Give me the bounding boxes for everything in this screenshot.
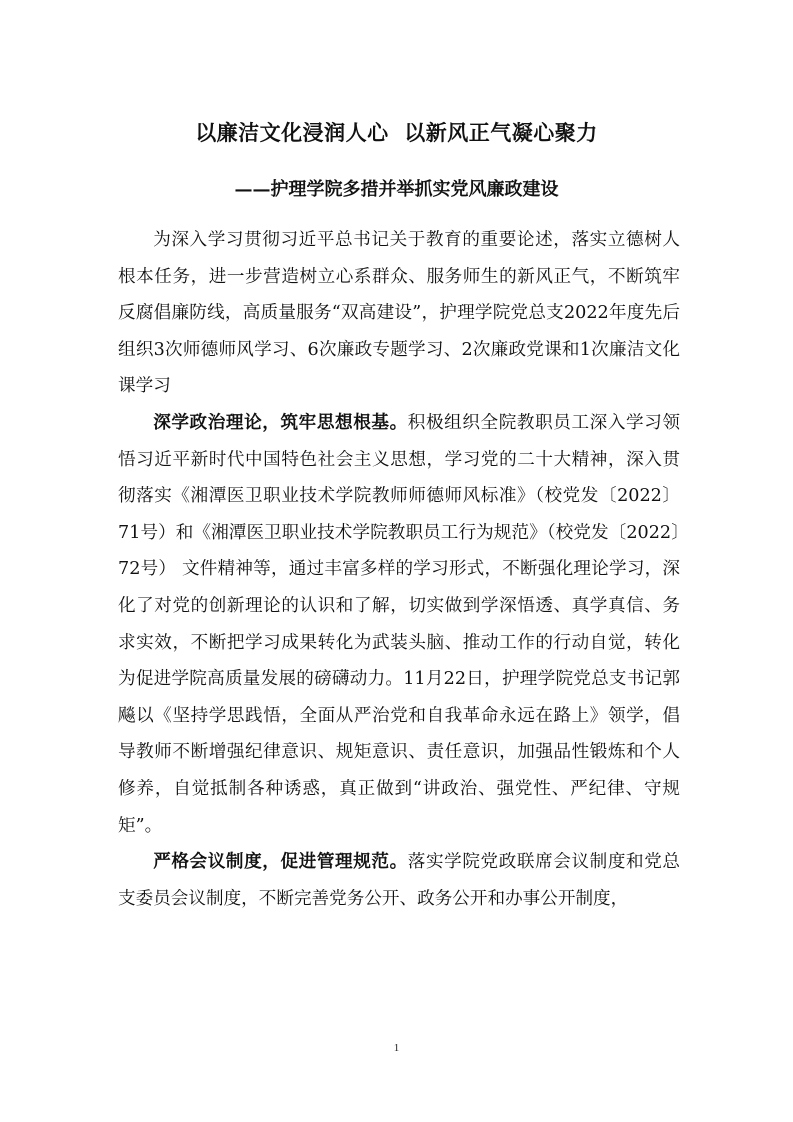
paragraph-text: 落实学院党政联席会议制度和党总支委员会议制度，不断完善党务公开、政务公开和办事公开制度， [118, 852, 680, 909]
paragraph-intro [118, 222, 680, 405]
paragraph-text: 积极组织全院教职员工深入学习领悟习近平新时代中国特色社会主义思想，学习党的二十大精神，深入贯彻落实《湘潭医卫职业技术学院教师师德师风标准》（校党发〔2022〕71号）和《湘潭医卫职业技术学院教职员工行为规范》（校党发〔2022〕72号） 文件精神等，通过丰富多样的学习形式，不断强化理论学习，深化了对党的创新理论的认识和了解，切实做到学深悟透、真学真信、务求实效，不断把学习成果转化为武装头脑、推动工作的行动自觉，转化为促进学院高质量发展的磅礴动力。11月22日，护理学院党总支书记郭飚以《坚持学思践悟，全面从严治党和自我革命永远在路上》领学，倡导教师不断增强纪律意识、规矩意识、责任意识，加强品性锻炼和个人修养，自觉抵制各种诱惑，真正做到“讲政治、强党性、严纪律、守规矩”。 [118, 412, 680, 836]
document-title: 以廉洁文化浸润人心 以新风正气凝心聚力 [195, 120, 598, 145]
page-number: 1 [393, 1042, 400, 1054]
paragraph-lead: 严格会议制度，促进管理规范。 [153, 852, 408, 873]
paragraph-text: 为深入学习贯彻习近平总书记关于教育的重要论述，落实立德树人根本任务，进一步营造树立心系群众、服务师生的新风正气，不断筑牢反腐倡廉防线，高质量服务“双高建设”，护理学院党总支2022年度先后组织3次师德师风学习、6次廉政专题学习、2次廉政党课和1次廉洁文化课学习 [118, 230, 680, 397]
paragraph-meeting-system [118, 844, 680, 917]
paragraph-political-theory [118, 405, 680, 844]
document-body [118, 222, 680, 917]
document-subtitle: ——护理学院多措并举抓实党风廉政建设 [234, 179, 559, 200]
paragraph-lead: 深学政治理论，筑牢思想根基。 [153, 412, 408, 433]
